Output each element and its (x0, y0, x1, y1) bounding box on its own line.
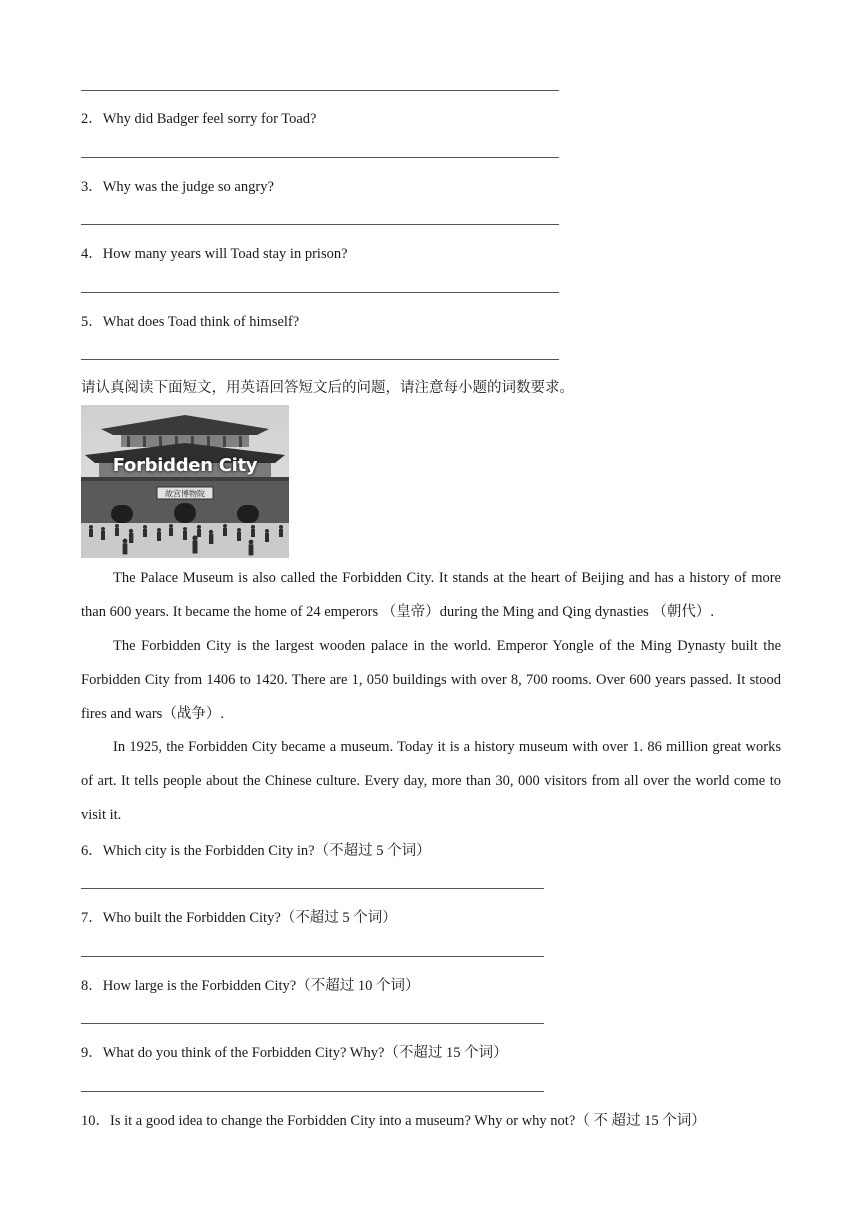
question-8: 8．How large is the Forbidden City?（不超过 10 个词） (81, 978, 420, 994)
question-5: 5．What does Toad think of himself? (81, 314, 300, 330)
passage-paragraph-2: The Forbidden City is the largest wooden palace in the world. Emperor Yongle of the Ming Dynasty built the Forbidden City from 1406 to 1420. There are 1, 050 buildings with over 8, 700 rooms. Over 600 years passed. It stood fires and wars（战争）. (81, 638, 781, 722)
question-3: 3．Why was the judge so angry? (81, 179, 274, 195)
question-4: 4．How many years will Toad stay in prison? (81, 246, 348, 262)
question-6: 6．Which city is the Forbidden City in?（不超过 5 个词） (81, 843, 431, 859)
passage-paragraph-3: In 1925, the Forbidden City became a museum. Today it is a history museum with over 1. 86 million great works of art. It tells people about the Chinese culture. Every day, more than 30, 000 visitors from all over the world come to visit it. (81, 739, 781, 823)
photo-caption: Forbidden City (112, 455, 258, 476)
answer-line (81, 359, 559, 360)
question-10: 10．Is it a good idea to change the Forbidden City into a museum? Why or why not?（ 不 超过 15 个词） (81, 1113, 706, 1129)
answer-line (81, 224, 559, 225)
reading-instruction: 请认真阅读下面短文，用英语回答短文后的问题，请注意每小题的词数要求。 (81, 380, 574, 396)
passage-paragraph-1: The Palace Museum is also called the Forbidden City. It stands at the heart of Beijing and has a history of more than 600 years. It became the home of 24 emperors （皇帝）during the Ming and Qing dynasties （朝代）. (81, 570, 781, 620)
forbidden-city-photo (81, 405, 289, 558)
answer-line (81, 292, 559, 293)
answer-line (81, 888, 544, 889)
answer-line (81, 1091, 544, 1092)
answer-line (81, 157, 559, 158)
sign-text: 故宫博物院 (165, 489, 205, 499)
question-9: 9．What do you think of the Forbidden City? Why?（不超过 15 个词） (81, 1045, 508, 1061)
palace-photo-icon (81, 405, 289, 558)
question-2: 2．Why did Badger feel sorry for Toad? (81, 111, 317, 127)
answer-line (81, 1023, 544, 1024)
question-7: 7．Who built the Forbidden City?（不超过 5 个词） (81, 910, 397, 926)
answer-line (81, 90, 559, 91)
answer-line (81, 956, 544, 957)
